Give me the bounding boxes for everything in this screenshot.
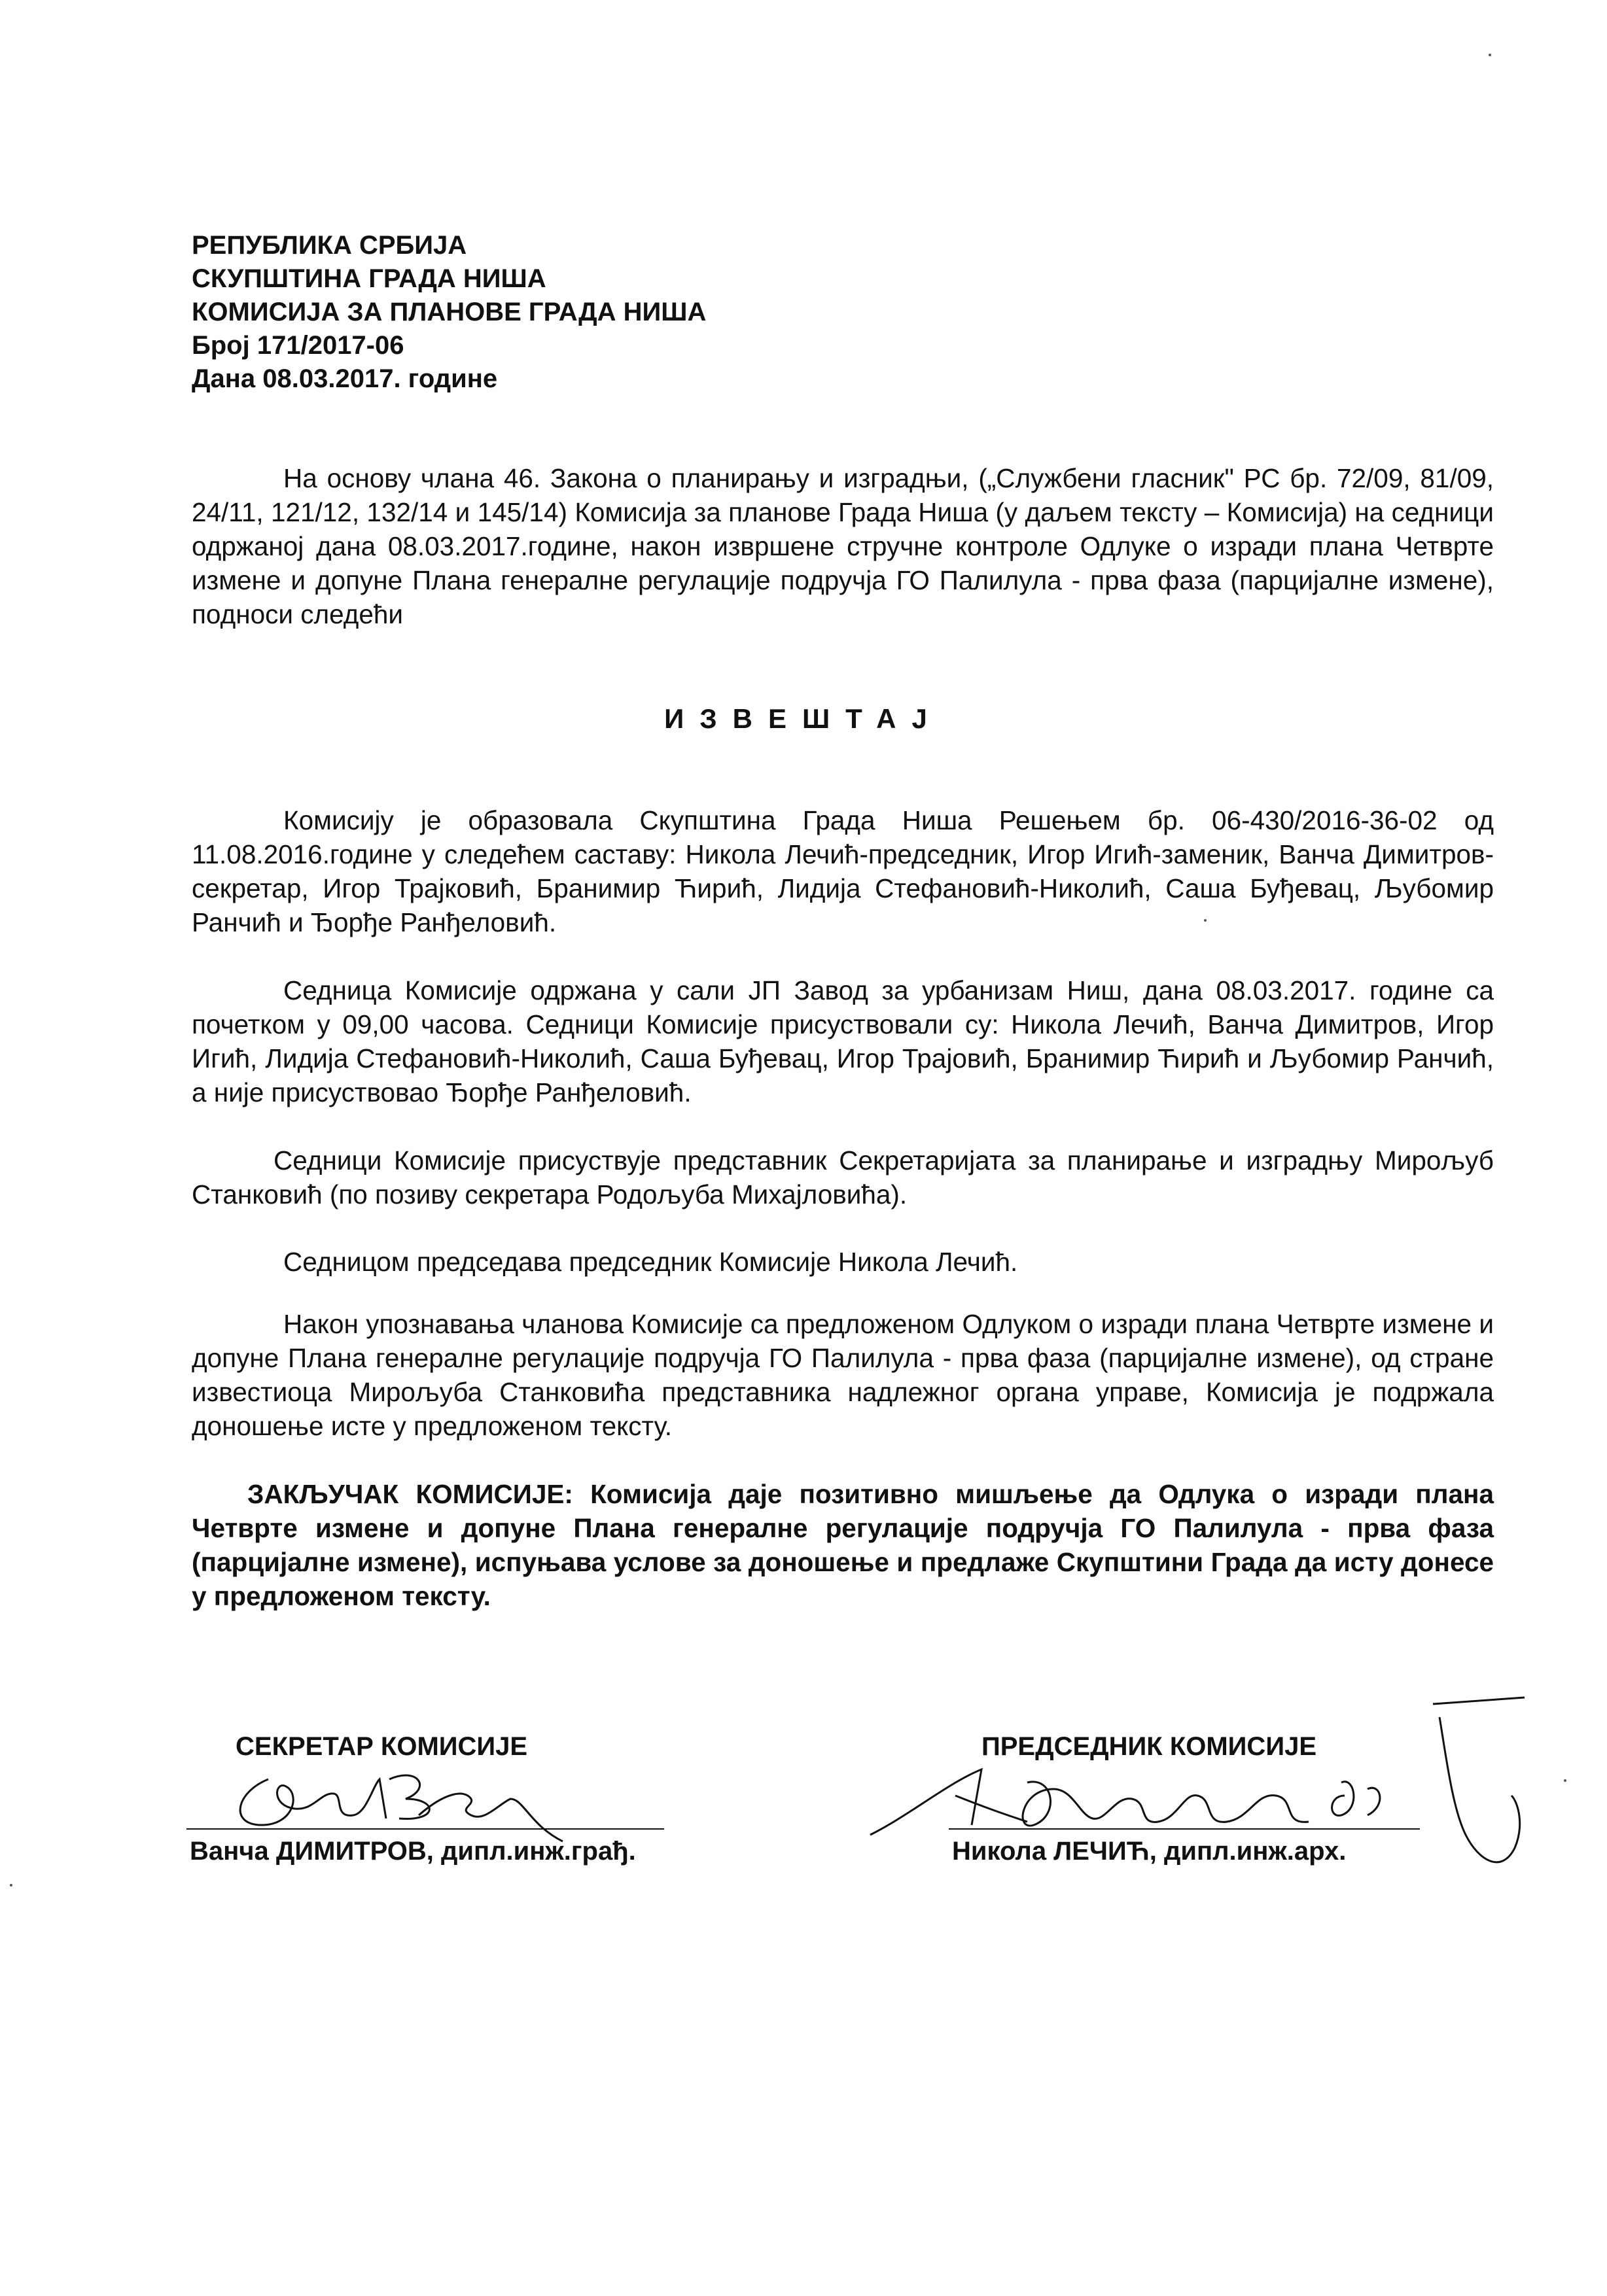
- paragraph-commission: Комисију је образовала Скупштина Града Ниша Решењем бр. 06-430/2016-36-02 од 11.08.2016.године у следећем саставу: Никола Лечић-председник, Игор Игић-заменик, Ванча Димитров-секретар, Игор Трајковић, Бранимир Ћирић, Лидија Стефановић-Николић, Саша Буђевац, Љубомир Ранчић и Ђорђе Ранђеловић.: [192, 805, 1494, 937]
- paragraph-chair: Седницом председава председник Комисије Никола Лечић.: [283, 1247, 1018, 1277]
- paragraph-conclusion: ЗАКЉУЧАК КОМИСИЈЕ: Комисија даје позитивно мишљење да Одлука о изради плана Четврте измене и допуне Плана генералне регулације подручја ГО Палилула - прва фаза (парцијалне измене), испуњава услове за доношење и предлаже Скупштини Града да исту донесе у предложеном тексту.: [192, 1479, 1494, 1611]
- header-commission: КОМИСИЈА ЗА ПЛАНОВЕ ГРАДА НИША: [192, 298, 707, 326]
- president-signature-line: [949, 1828, 1420, 1830]
- secretary-name: Ванча ДИМИТРОВ, дипл.инж.грађ.: [190, 1837, 636, 1866]
- scan-speck: [1204, 919, 1207, 922]
- president-name: Никола ЛЕЧИЋ, дипл.инж.арх.: [952, 1837, 1347, 1866]
- document-title: ИЗВЕШТАЈ: [664, 703, 943, 734]
- scan-speck: [1489, 54, 1491, 56]
- paragraph-attendance: Седници Комисије присуствује представник Секретаријата за планирање и изградњу Мирољуб Станковић (по позиву секретара Родољуба Михајловића).: [192, 1145, 1494, 1209]
- scan-speck: [10, 1884, 12, 1887]
- header-date: Дана 08.03.2017. године: [192, 364, 498, 393]
- paragraph-review: Након упознавања чланова Комисије са предложеном Одлуком о изради плана Четврте измене и допуне Плана генералне регулације подручја ГО Палилула - прва фаза (парцијалне измене), од стране известиоца Мирољуба Станковића представника надлежног органа управе, Комисија је подржала доношење исте у предложеном тексту.: [192, 1309, 1494, 1441]
- header-republic: РЕПУБЛИКА СРБИЈА: [192, 231, 467, 260]
- intro-paragraph: На основу члана 46. Закона о планирању и изградњи, („Службени гласник" РС бр. 72/09, 81/09, 24/11, 121/12, 132/14 и 145/14) Комисија за планове Града Ниша (у даљем тексту – Комисија) на седници одржаној дана 08.03.2017.године, након извршене стручне контроле Одлуке о изради плана Четврте измене и допуне Плана генералне регулације подручја ГО Палилула - прва фаза (парцијалне измене), подноси следећи: [192, 463, 1494, 629]
- secretary-signature-line: [186, 1828, 664, 1830]
- scan-speck: [1564, 1779, 1566, 1782]
- document-header: [192, 229, 706, 396]
- secretary-signature-scribble: [222, 1753, 589, 1845]
- header-assembly: СКУПШТИНА ГРАДА НИША: [192, 264, 546, 293]
- header-number: Број 171/2017-06: [192, 331, 404, 360]
- paragraph-session: Седница Комисије одржана у сали ЈП Завод за урбанизам Ниш, дана 08.03.2017. године са почетком у 09,00 часова. Седници Комисије присуствовали су: Никола Лечић, Ванча Димитров, Игор Игић, Лидија Стефановић-Николић, Саша Буђевац, Игор Трајовић, Бранимир Ћирић и Љубомир Ранчић, а није присуствовао Ђорђе Ранђеловић.: [192, 975, 1494, 1107]
- president-title: ПРЕДСЕДНИК КОМИСИЈЕ: [981, 1732, 1316, 1761]
- secretary-title: СЕКРЕТАР КОМИСИЈЕ: [236, 1732, 528, 1761]
